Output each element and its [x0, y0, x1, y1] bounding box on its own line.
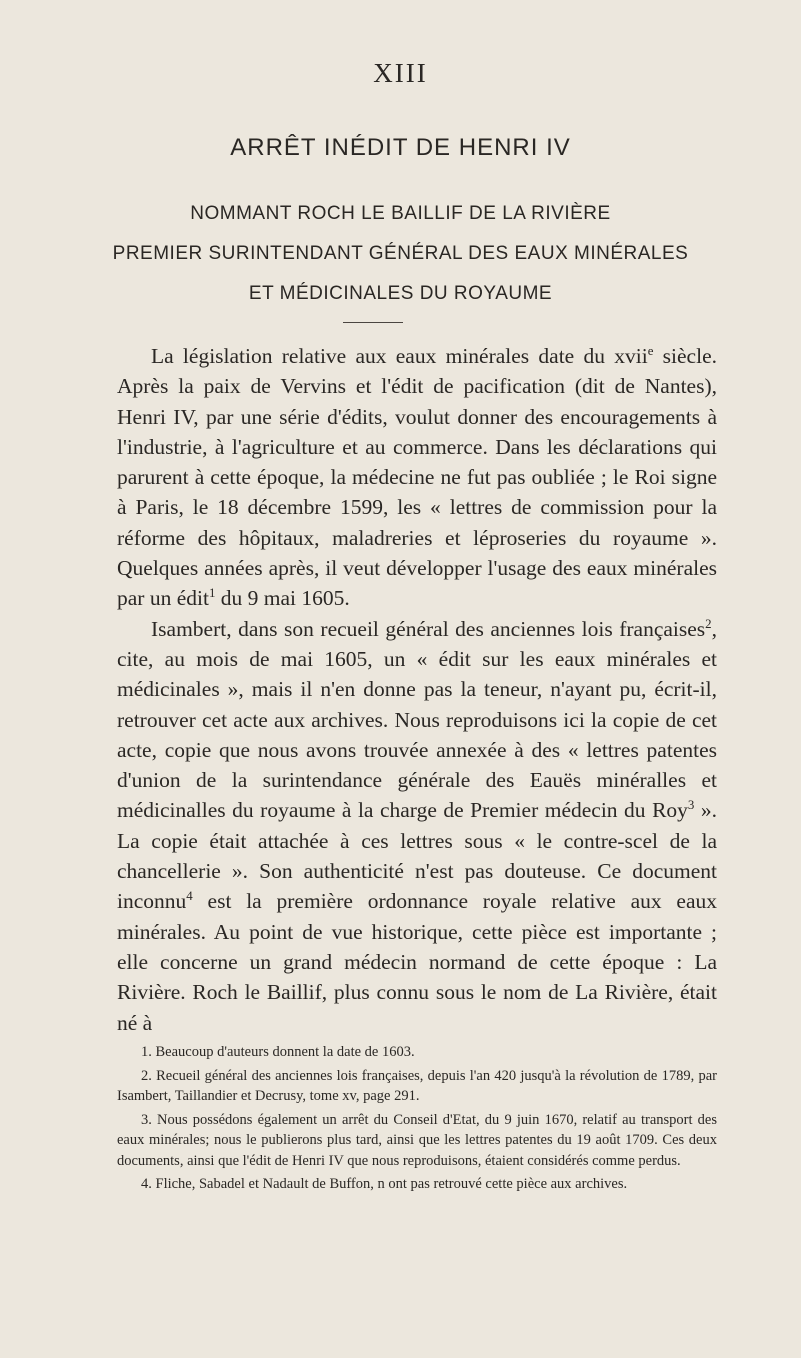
footnotes — [117, 1042, 717, 1198]
footnote-2: 2. Recueil général des anciennes lois françaises, depuis l'an 420 jusqu'à la révolution de 1789, par Isambert, Taillandier et Decrusy, tome xv, page 291. — [117, 1067, 717, 1104]
footnote-ref-3: 3 — [687, 798, 695, 813]
footnote-ref-4: 4 — [186, 889, 193, 904]
footnote-4: 4. Fliche, Sabadel et Nadault de Buffon, n ont pas retrouvé cette pièce aux archives. — [141, 1176, 628, 1192]
paragraph-2: Isambert, dans son recueil général des anciennes lois françaises$^2$, cite, au mois de mai 1605, un « édit sur les eaux minérales et médicinales », mais il n'en donne pas la teneur, n'ayant pu, écrit-il, retrouver cet acte aux archives. Nous reproduisons ici la copie de cet acte, copie que nous avons trouvée annexée à des « lettres patentes d'union de la surintendance générale des Eauës minéralles et médicinalles du royaume à la charge de Premier médecin du Roy$^3$ ». La copie était attachée à ces lettres sous « le contre-scel de la chancellerie ». Son authenticité n'est pas douteuse. Ce document inconnu$^4$ est la première ordonnance royale relative aux eaux minérales. Au point de vue historique, cette pièce est importante ; elle concerne un grand médecin normand de cette époque : La Rivière. Roch le Baillif, plus connu sous le nom de La Rivière, était né à — [117, 616, 717, 1035]
footnote-ref-2: 2 — [705, 616, 712, 631]
title-divider — [343, 322, 403, 323]
subtitle-line-2: PREMIER SURINTENDANT GÉNÉRAL DES EAUX MINÉRALES — [112, 243, 689, 264]
subtitle-line-3: ET MÉDICINALES DU ROYAUME — [248, 283, 553, 304]
page-number: XIII — [373, 58, 428, 88]
footnote-1: 1. Beaucoup d'auteurs donnent la date de 1603. — [141, 1044, 415, 1060]
page-title: ARRÊT INÉDIT DE HENRI IV — [230, 134, 571, 161]
paragraph-1: La législation relative aux eaux minérales date du xvii$^e$ siècle. Après la paix de Vervins et l'édit de pacification (dit de Nantes), Henri IV, par une série d'édits, voulut donner des encouragements à l'industrie, à l'agriculture et au commerce. Dans les déclarations qui parurent à cette époque, la médecine ne fut pas oubliée ; le Roi signe à Paris, le 18 décembre 1599, les « lettres de commission pour la réforme des hôpitaux, maladreries et léproseries du royaume ». Quelques années après, il veut développer l'usage des eaux minérales par un édit$^1$ du 9 mai 1605. — [117, 343, 717, 611]
footnote-3: 3. Nous possédons également un arrêt du Conseil d'Etat, du 9 juin 1670, relatif au transport des eaux minérales; nous le publierons plus tard, ainsi que les lettres patentes du 19 août 1709. Ces deux documents, ainsi que l'édit de Henri IV que nous reproduisons, étaient considérés comme perdus. — [117, 1111, 717, 1169]
footnote-ref-1: 1 — [208, 586, 216, 601]
subtitle-line-1: NOMMANT ROCH LE BAILLIF DE LA RIVIÈRE — [190, 203, 611, 224]
body-text — [117, 341, 717, 1038]
